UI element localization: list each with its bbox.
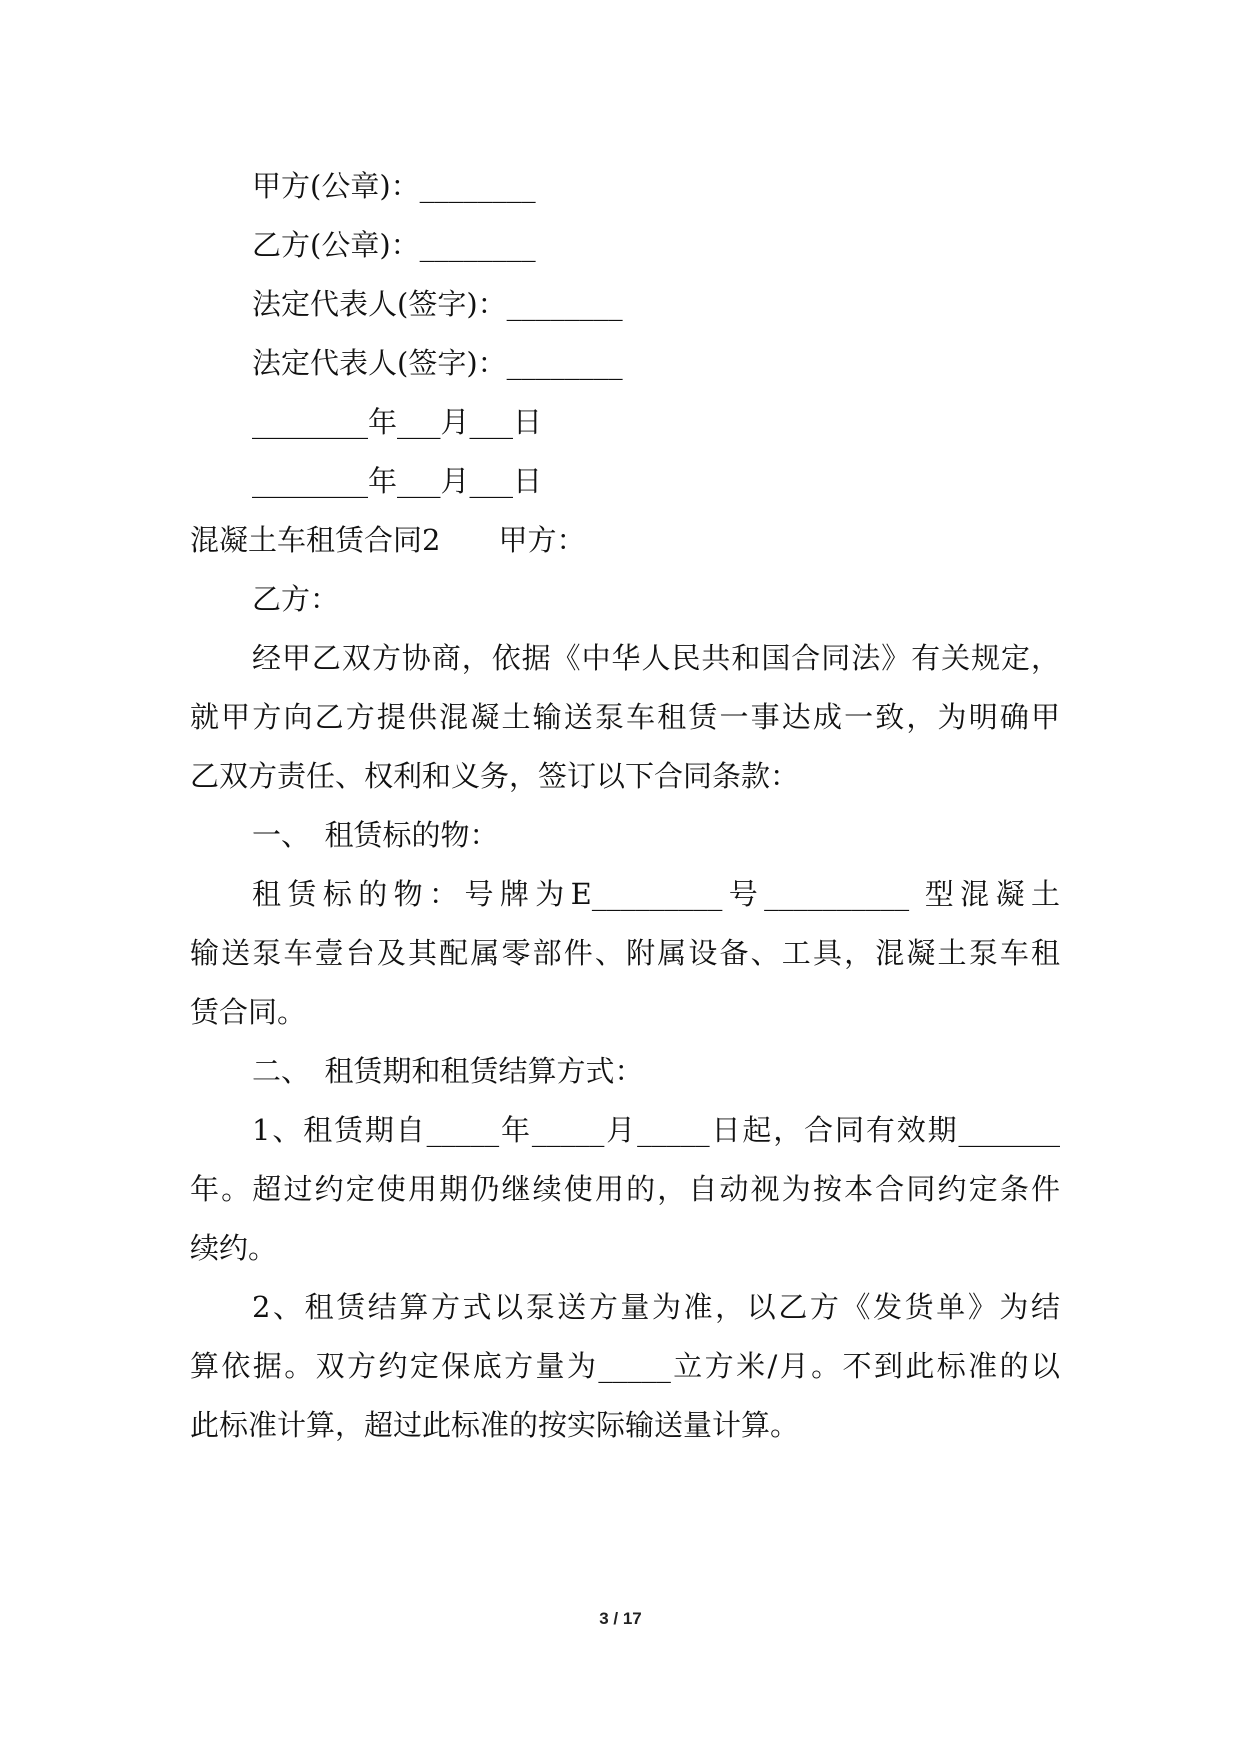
section-heading-2: 二、 租赁期和租赁结算方式： <box>252 1054 644 1088</box>
subject-paragraph-line-2: 输送泵车壹台及其配属零部件、附属设备、工具，混凝土泵车租 <box>190 936 1060 970</box>
paragraph-intro-line-2: 就甲方向乙方提供混凝土输送泵车租赁一事达成一致，为明确甲 <box>190 700 1060 734</box>
party-a-seal-line: 甲方(公章)：________ <box>252 169 536 203</box>
page-number: 3 / 17 <box>599 1609 642 1628</box>
subject-paragraph-line-1: 租赁标的物：号牌为E_________号__________ 型混凝土 <box>252 877 1060 911</box>
section-heading-1: 一、 租赁标的物： <box>252 818 499 852</box>
date-line-a: ________年___月___日 <box>252 405 543 439</box>
term-paragraph-line-3: 续约。 <box>190 1231 278 1265</box>
legal-rep-signature-line-b: 法定代表人(签字)：________ <box>252 346 623 380</box>
party-b-line: 乙方： <box>252 582 340 616</box>
legal-rep-signature-line-a: 法定代表人(签字)：________ <box>252 287 623 321</box>
party-b-seal-line: 乙方(公章)：________ <box>252 228 536 262</box>
term-paragraph-line-2: 年。超过约定使用期仍继续使用的，自动视为按本合同约定条件 <box>190 1172 1060 1206</box>
date-line-b: ________年___月___日 <box>252 464 543 498</box>
settlement-paragraph-line-1: 2、租赁结算方式以泵送方量为准，以乙方《发货单》为结 <box>252 1290 1060 1324</box>
paragraph-intro-line-1: 经甲乙双方协商，依据《中华人民共和国合同法》有关规定， <box>252 641 1060 675</box>
term-paragraph-line-1: 1、租赁期自_____年_____月_____日起，合同有效期_______ <box>252 1113 1060 1147</box>
settlement-paragraph-line-3: 此标准计算，超过此标准的按实际输送量计算。 <box>190 1408 800 1442</box>
paragraph-intro-line-3: 乙双方责任、权利和义务，签订以下合同条款： <box>190 759 800 793</box>
contract-title-line: 混凝土车租赁合同2 甲方： <box>190 523 586 557</box>
subject-paragraph-line-3: 赁合同。 <box>190 995 307 1029</box>
settlement-paragraph-line-2: 算依据。双方约定保底方量为_____立方米/月。不到此标准的以 <box>190 1349 1060 1383</box>
